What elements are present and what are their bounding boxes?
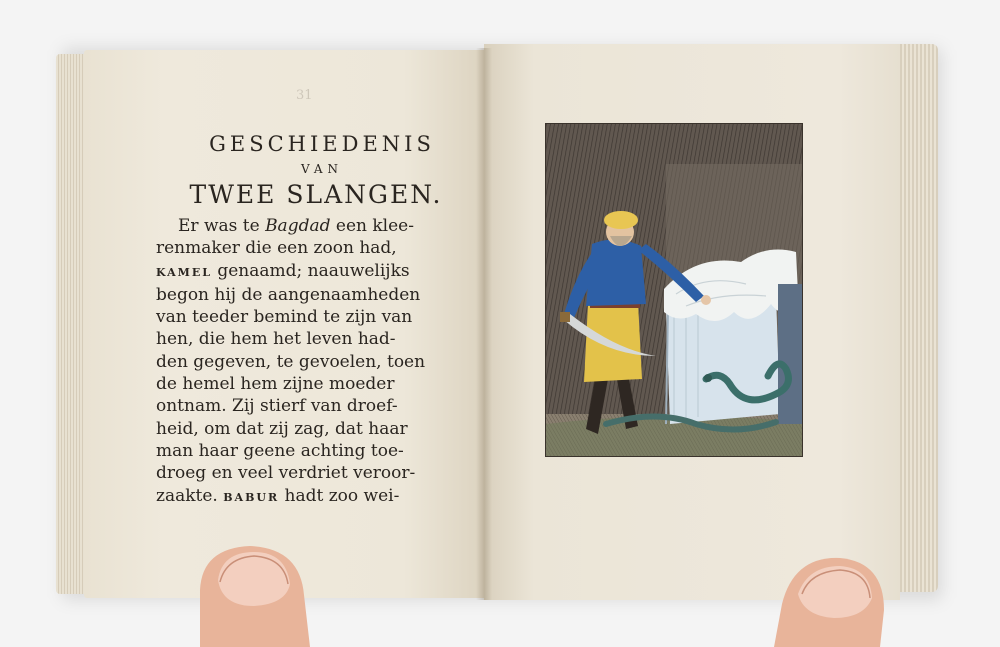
text-line: begon hij de aangenaamheden	[156, 284, 421, 305]
title-line-3: TWEE SLANGEN.	[189, 180, 443, 209]
text-line: zaakte. BABUR hadt zoo wei-	[156, 485, 400, 506]
text-line: ontnam. Zij stierf van droef-	[156, 396, 398, 417]
text-line: KAMEL genaamd; naauwelijks	[156, 260, 410, 281]
text-line: droeg en veel verdriet veroor-	[156, 463, 416, 484]
text-line: renmaker die een zoon had,	[156, 238, 397, 259]
left-thumb	[190, 540, 330, 647]
text-line: Er was te Bagdad een klee-	[178, 216, 414, 236]
text-line: heid, om dat zij zag, dat haar	[156, 418, 408, 439]
book-gutter	[476, 48, 492, 600]
text-line: hen, die hem het leven had-	[156, 329, 396, 350]
title-line-2: VAN	[300, 162, 344, 176]
title-line-1: GESCHIEDENIS	[209, 132, 435, 156]
text-line: man haar geene achting toe-	[156, 440, 404, 461]
engraving-illustration	[546, 124, 802, 456]
right-thumb	[768, 552, 898, 647]
text-line: de hemel hem zijne moeder	[156, 374, 395, 395]
text-line: van teeder bemind te zijn van	[156, 307, 413, 328]
left-page-edges	[56, 54, 86, 594]
ghost-page-number: 31	[296, 88, 313, 103]
right-page-edges	[896, 44, 938, 592]
body-lines	[156, 215, 476, 509]
engraving-drawing	[546, 124, 802, 456]
text-line: den gegeven, te gevoelen, toen	[156, 351, 426, 372]
story-text	[156, 132, 476, 509]
